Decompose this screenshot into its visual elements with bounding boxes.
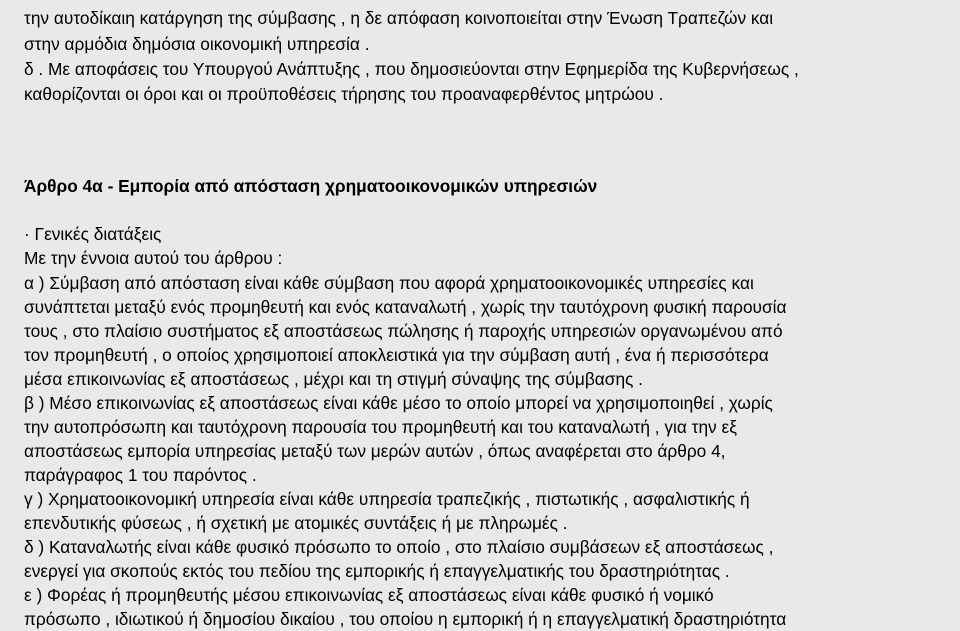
intro-line: δ . Με αποφάσεις του Υπουργού Ανάπτυξης , που δημοσιεύονται στην Εφημερίδα της Κυβερνήσεως ,: [24, 59, 799, 79]
body-line: α ) Σύμβαση από απόσταση είναι κάθε σύμβαση που αφορά χρηματοοικονομικές υπηρεσίες και: [24, 273, 754, 293]
body-line: αποστάσεως εμπορία υπηρεσίας μεταξύ των μερών αυτών , όπως αναφέρεται στο άρθρο 4,: [24, 441, 726, 461]
body-line: ενεργεί για σκοπούς εκτός του πεδίου της εμπορικής ή επαγγελματικής του δραστηριότητας .: [24, 561, 730, 581]
body-line: Με την έννοια αυτού του άρθρου :: [24, 248, 283, 268]
body-line: τους , στο πλαίσιο συστήματος εξ αποστάσεως πώλησης ή παροχής υπηρεσιών οργανωμένου από: [24, 321, 783, 341]
body-line: μέσα επικοινωνίας εξ αποστάσεως , μέχρι και τη στιγμή σύναψης της σύμβασης .: [24, 369, 643, 389]
body-line: επενδυτικής φύσεως , ή σχετική με ατομικές συντάξεις ή με πληρωμές .: [24, 513, 568, 533]
body-line: συνάπτεται μεταξύ ενός προμηθευτή και ενός καταναλωτή , χωρίς την ταυτόχρονη φυσική παρουσία: [24, 297, 787, 317]
body-line: β ) Μέσο επικοινωνίας εξ αποστάσεως είναι κάθε μέσο το οποίο μπορεί να χρησιμοποιηθεί , χωρίς: [24, 393, 773, 413]
body-line: τον προμηθευτή , ο οποίος χρησιμοποιεί αποκλειστικά για την σύμβαση αυτή , ένα ή περισσότερα: [24, 345, 769, 365]
intro-line: στην αρμόδια δημόσια οικονομική υπηρεσία .: [24, 34, 370, 54]
body-line: ε ) Φορέας ή προμηθευτής μέσου επικοινωνίας εξ αποστάσεως είναι κάθε φυσικό ή νομικό: [24, 585, 714, 605]
intro-line: την αυτοδίκαιη κατάργηση της σύμβασης , η δε απόφαση κοινοποιείται στην Ένωση Τραπεζών και: [24, 8, 774, 28]
intro-line: καθορίζονται οι όροι και οι προϋποθέσεις τήρησης του προαναφερθέντος μητρώου .: [24, 84, 664, 104]
body-line: πρόσωπο , ιδιωτικού ή δημοσίου δικαίου , του οποίου η εμπορική ή η επαγγελματική δραστηριότητα: [24, 609, 787, 629]
body-line: γ ) Χρηματοοικονομική υπηρεσία είναι κάθε υπηρεσία τραπεζικής , πιστωτικής , ασφαλιστικής ή: [24, 489, 750, 509]
body-line: · Γενικές διατάξεις: [24, 224, 162, 244]
body-line: παράγραφος 1 του παρόντος .: [24, 465, 257, 485]
article-heading: Άρθρο 4α - Εμπορία από απόσταση χρηματοοικονομικών υπηρεσιών: [24, 176, 598, 196]
body-line: δ ) Καταναλωτής είναι κάθε φυσικό πρόσωπο το οποίο , στο πλαίσιο συμβάσεων εξ αποστάσεως ,: [24, 537, 774, 557]
body-line: την αυτοπρόσωπη και ταυτόχρονη παρουσία του προμηθευτή και του καταναλωτή , για την εξ: [24, 417, 737, 437]
